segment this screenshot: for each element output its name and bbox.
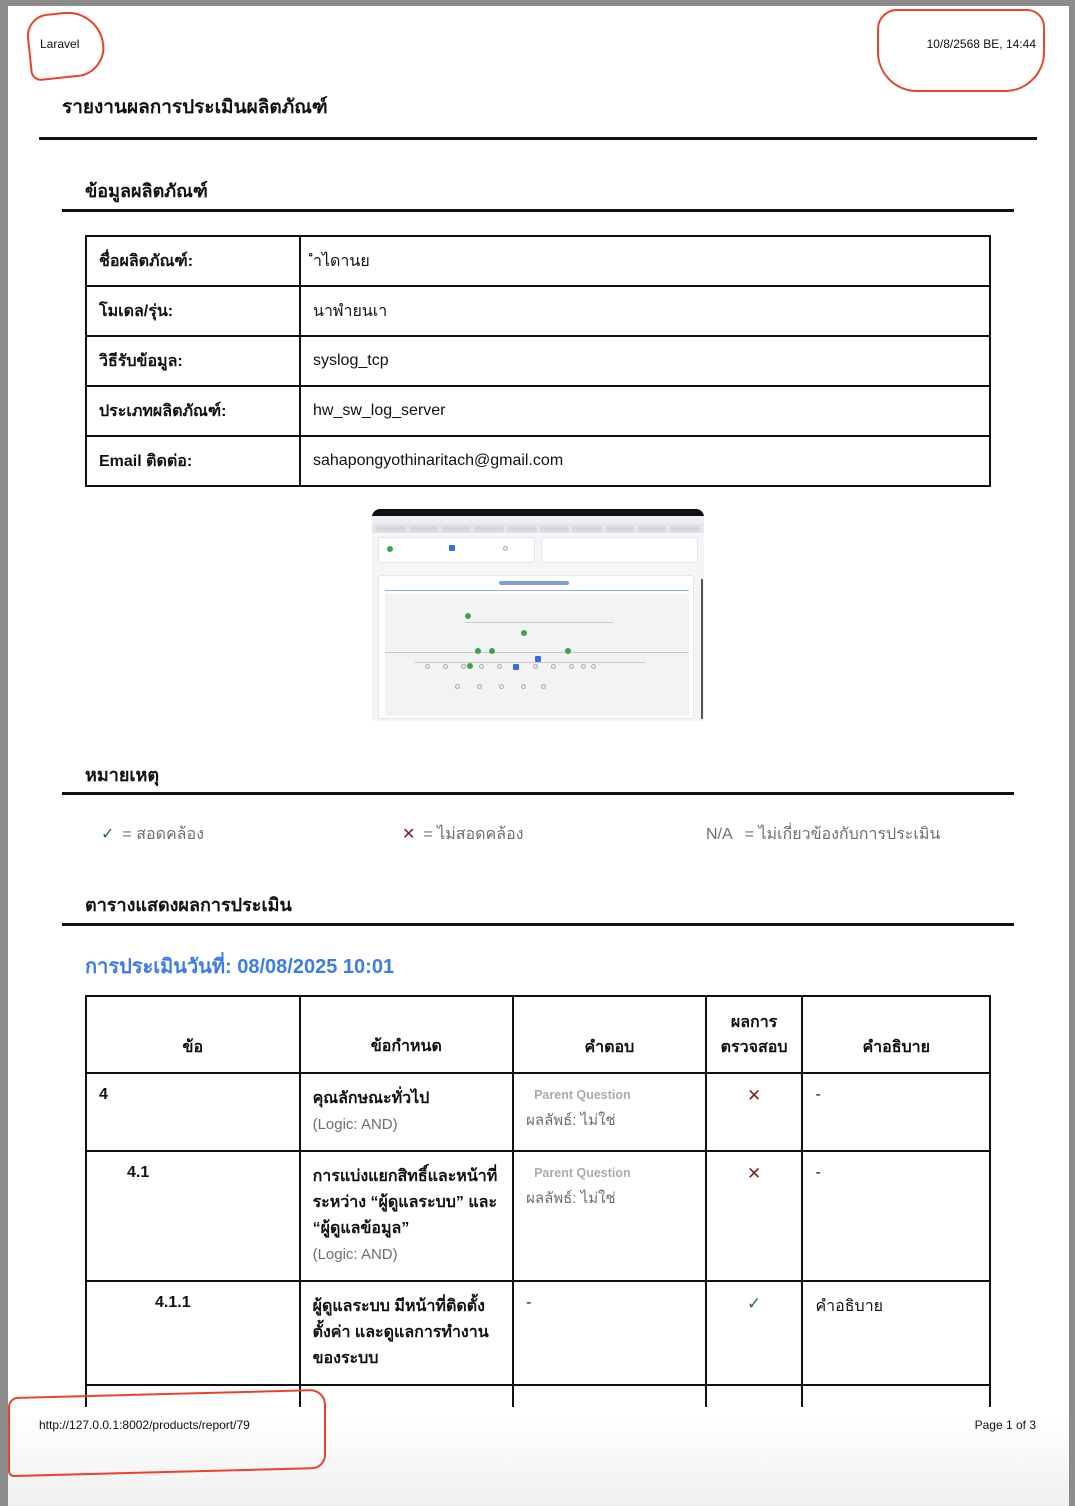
product-info-heading: ข้อมูลผลิตภัณฑ์ — [85, 181, 208, 201]
tree-leaf-node — [455, 684, 460, 689]
info-row-product-name — [86, 236, 990, 286]
table-row — [86, 1151, 990, 1281]
screenshot-legend-cards — [372, 533, 704, 563]
tree-leaf-node — [499, 684, 504, 689]
logic-label: (Logic: AND) — [312, 1116, 398, 1133]
legend-text: = ไม่เกี่ยวข้องกับการประเมิน — [744, 826, 941, 843]
row-requirement — [300, 1073, 514, 1151]
legend-text: = ไม่สอดคล้อง — [423, 826, 524, 843]
and-node-icon — [387, 546, 393, 552]
evaluation-header-row — [86, 996, 990, 1073]
legend-item-compliant — [101, 822, 204, 847]
info-label: ชื่อผลิตภัณฑ์: — [86, 236, 300, 286]
report-page — [8, 6, 1069, 1506]
info-row-email — [86, 436, 990, 486]
table-row — [86, 1281, 990, 1385]
row-no: 4.1.1 — [86, 1281, 300, 1385]
row-description: - — [802, 1073, 990, 1151]
product-info-divider — [62, 209, 1014, 212]
screenshot-window-bar — [372, 509, 704, 516]
row-description: คำอธิบาย — [802, 1281, 990, 1385]
tree-leaf-node — [591, 664, 596, 669]
tree-and-node — [467, 663, 473, 669]
requirement-text: การแบ่งแยกสิทธิ์และหน้าที่ระหว่าง “ผู้ดูแลระบบ” และ “ผู้ดูแลข้อมูล” — [312, 1168, 498, 1237]
col-header-result — [706, 996, 803, 1073]
col-header-description: คำอธิบาย — [802, 996, 990, 1073]
legend-text: = สอดคล้อง — [122, 826, 204, 843]
info-value: hw_sw_log_server — [300, 386, 990, 436]
row-requirement — [300, 1281, 514, 1385]
screenshot-tab — [572, 526, 602, 532]
screenshot-node-legend — [378, 537, 535, 563]
row-requirement — [300, 1151, 514, 1281]
screenshot-tree-canvas — [385, 594, 689, 716]
info-row-ingest-method — [86, 336, 990, 386]
info-row-product-type — [86, 386, 990, 436]
check-icon: ✓ — [746, 1294, 762, 1313]
screenshot-tab — [376, 526, 406, 532]
row-answer — [513, 1385, 706, 1407]
info-label: ประเภทผลิตภัณฑ์: — [86, 386, 300, 436]
info-value: syslog_tcp — [300, 336, 990, 386]
screenshot-diagram-underline — [385, 590, 689, 591]
info-label: วิธีรับข้อมูล: — [86, 336, 300, 386]
screenshot-scrollbar — [701, 579, 703, 719]
row-answer — [513, 1073, 706, 1151]
tree-leaf-node — [551, 664, 556, 669]
screenshot-tab — [507, 526, 537, 532]
tree-edge — [385, 652, 689, 653]
tree-edge — [465, 622, 613, 623]
screenshot-tab — [605, 526, 635, 532]
col-header-result-line: ตรวจสอบ — [720, 1039, 788, 1056]
print-footer-url: http://127.0.0.1:8002/products/report/79 — [39, 1418, 250, 1432]
row-result — [706, 1073, 803, 1151]
row-description — [802, 1385, 990, 1407]
tree-leaf-node — [479, 664, 484, 669]
print-footer-page-indicator: Page 1 of 3 — [974, 1418, 1036, 1432]
screenshot-tab — [638, 526, 668, 532]
tree-edge — [415, 662, 645, 663]
tree-leaf-node — [497, 664, 502, 669]
row-result — [706, 1281, 803, 1385]
col-header-no: ข้อ — [86, 996, 300, 1073]
check-icon: ✓ — [101, 826, 115, 843]
cross-icon: ✕ — [746, 1164, 762, 1183]
requirement-text: ผู้ดูแลระบบ มีหน้าที่ติดตั้งตั้งค่า และดูแลการทำงานของระบบ — [312, 1298, 489, 1367]
tree-leaf-node — [477, 684, 482, 689]
tree-leaf-node — [569, 664, 574, 669]
tree-and-node — [521, 630, 527, 636]
row-result — [706, 1151, 803, 1281]
row-no: 4.1 — [86, 1151, 300, 1281]
info-value: นาพำยนเา — [300, 286, 990, 336]
product-screenshot — [372, 509, 704, 721]
answer-result: ผลลัพธ์: ไม่ใช่ — [526, 1190, 616, 1207]
info-label: โมเดล/รุ่น: — [86, 286, 300, 336]
leaf-node-icon — [503, 546, 508, 551]
tree-leaf-node — [425, 664, 430, 669]
tree-or-node — [513, 664, 519, 670]
screenshot-tab — [540, 526, 570, 532]
answer-result: ผลลัพธ์: ไม่ใช่ — [526, 1112, 616, 1129]
screenshot-toolbar — [372, 516, 704, 525]
evaluation-divider — [62, 923, 1014, 926]
screenshot-tab — [474, 526, 504, 532]
tree-and-node — [465, 613, 471, 619]
na-label: N/A — [706, 826, 733, 843]
info-label: Email ติดต่อ: — [86, 436, 300, 486]
tree-and-node — [489, 648, 495, 654]
screenshot-diagram-card — [378, 575, 694, 719]
row-answer: - — [513, 1281, 706, 1385]
tree-leaf-node — [533, 664, 538, 669]
cross-icon: ✕ — [402, 826, 416, 843]
row-result — [706, 1385, 803, 1407]
legend-heading: หมายเหตุ — [85, 765, 160, 785]
screenshot-info-legend — [541, 537, 698, 563]
table-row-continued — [86, 1385, 990, 1407]
title-divider — [39, 137, 1037, 140]
row-no — [86, 1385, 300, 1407]
screenshot-tab — [441, 526, 471, 532]
row-no: 4 — [86, 1073, 300, 1151]
col-header-requirement: ข้อกำหนด — [300, 996, 514, 1073]
table-row — [86, 1073, 990, 1151]
product-info-table — [85, 235, 991, 487]
row-requirement — [300, 1385, 514, 1407]
legend-item-not-applicable — [706, 822, 940, 847]
tree-leaf-node — [581, 664, 586, 669]
legend-divider — [62, 792, 1014, 795]
print-header-app-name: Laravel — [40, 37, 80, 51]
tree-and-node — [565, 648, 571, 654]
evaluation-date: การประเมินวันที่: 08/08/2025 10:01 — [85, 956, 395, 978]
evaluation-table — [85, 995, 991, 1407]
screenshot-tabs — [372, 525, 704, 533]
parent-question-badge: Parent Question — [534, 1088, 631, 1102]
legend-item-noncompliant — [402, 822, 523, 847]
info-value: ำไดานย — [300, 236, 990, 286]
cross-icon: ✕ — [746, 1086, 762, 1105]
requirement-text: คุณลักษณะทั่วไป — [312, 1090, 430, 1107]
evaluation-heading: ตารางแสดงผลการประเมิน — [85, 895, 292, 915]
col-header-result-line: ผลการ — [730, 1014, 778, 1031]
screenshot-tab — [409, 526, 439, 532]
tree-leaf-node — [541, 684, 546, 689]
parent-question-badge: Parent Question — [534, 1166, 631, 1180]
logic-label: (Logic: AND) — [312, 1246, 398, 1263]
screenshot-tab — [670, 526, 700, 532]
tree-and-node — [475, 648, 481, 654]
tree-leaf-node — [521, 684, 526, 689]
row-answer — [513, 1151, 706, 1281]
report-title: รายงานผลการประเมินผลิตภัณฑ์ — [62, 97, 328, 118]
row-description: - — [802, 1151, 990, 1281]
screenshot-diagram-title — [499, 581, 569, 585]
tree-or-node — [535, 656, 541, 662]
col-header-answer: คำตอบ — [513, 996, 706, 1073]
tree-leaf-node — [461, 664, 466, 669]
info-value: sahapongyothinaritach@gmail.com — [300, 436, 990, 486]
tree-leaf-node — [443, 664, 448, 669]
info-row-model — [86, 286, 990, 336]
or-node-icon — [449, 545, 455, 551]
print-header-timestamp: 10/8/2568 BE, 14:44 — [926, 37, 1036, 51]
